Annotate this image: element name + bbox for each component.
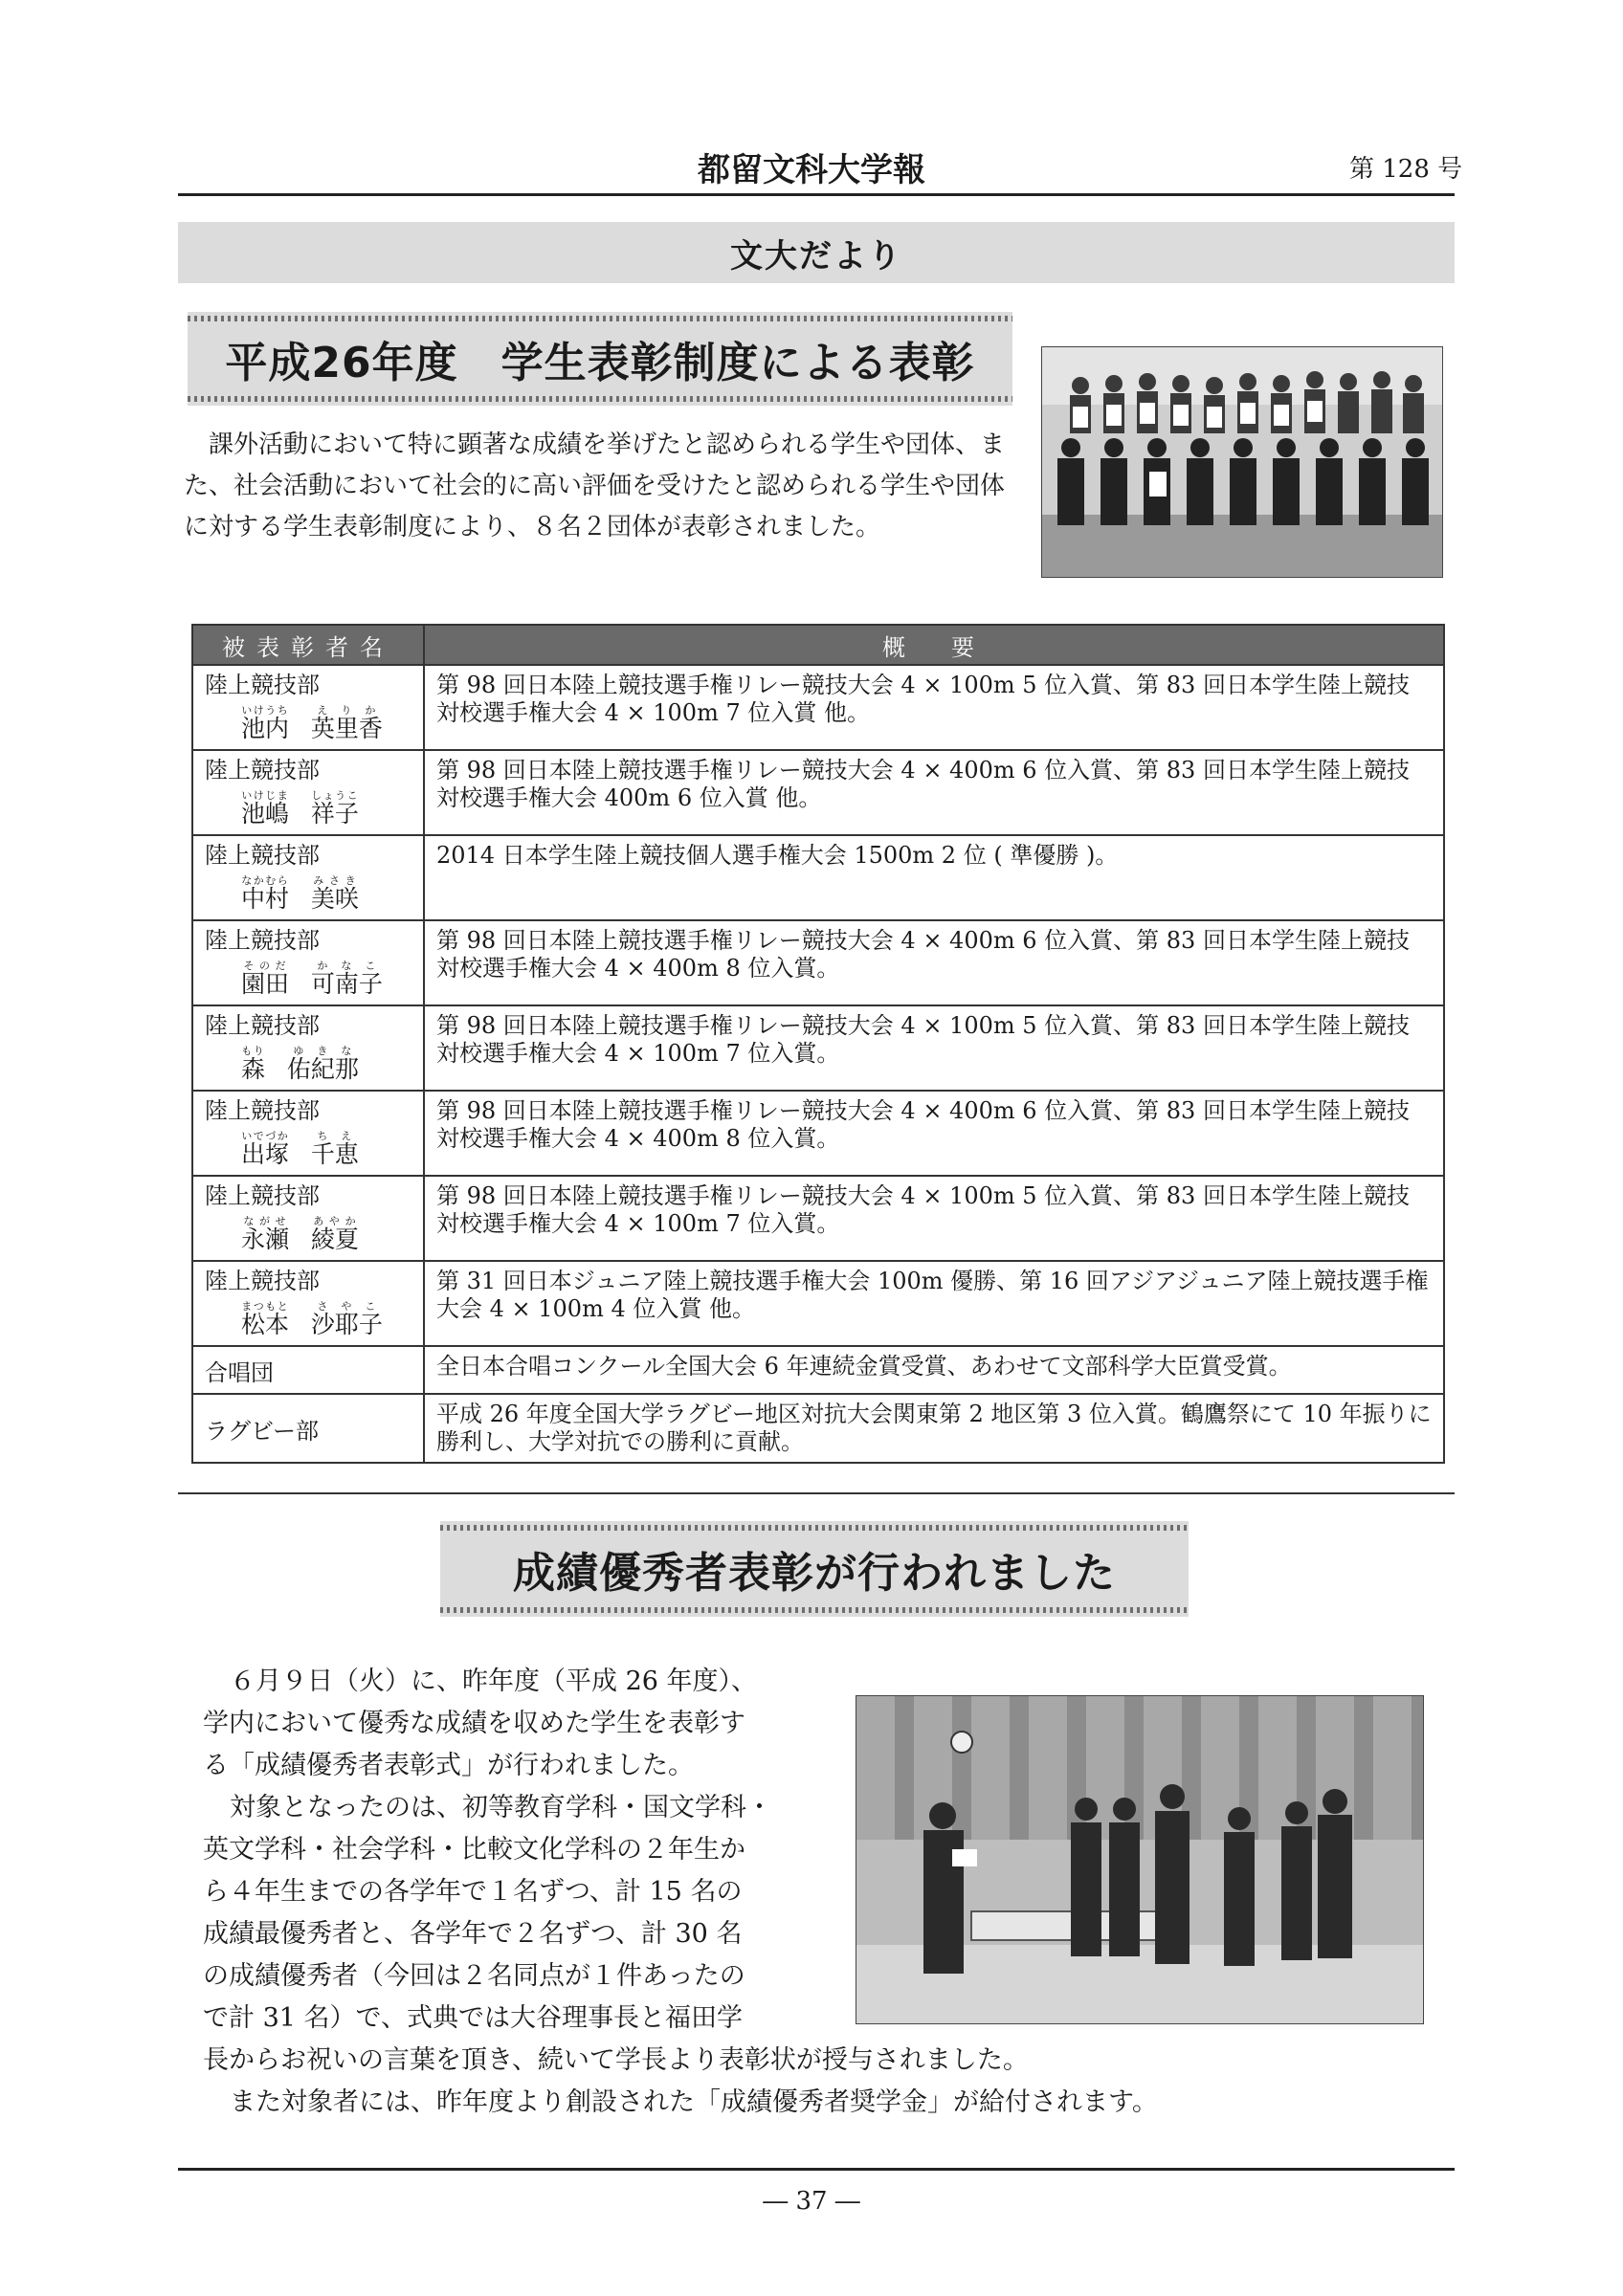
- article2-line: る「成績優秀者表彰式」が行われました。: [203, 1751, 694, 1780]
- awardee-cell: [192, 1176, 424, 1261]
- table-row: [192, 1005, 1444, 1091]
- award-summary: 第 98 回日本陸上競技選手権リレー競技大会 4 × 400m 6 位入賞、第 83 回日本学生陸上競技対校選手権大会 4 × 400m 8 位入賞。: [424, 920, 1444, 1005]
- family-name-reading: ながせ: [241, 1215, 289, 1227]
- award-summary: 2014 日本学生陸上競技個人選手権大会 1500m 2 位 ( 準優勝 )。: [424, 835, 1444, 920]
- article2-line: 学内において優秀な成績を収めた学生を表彰す: [203, 1709, 745, 1738]
- given-name: 美咲みさき: [310, 874, 359, 913]
- article2-line: また対象者には、昨年度より創設された「成績優秀者奨学金」が給付されます。: [230, 2087, 1158, 2117]
- article2-line: の成績優秀者（今回は２名同点が１件あったの: [203, 1961, 745, 1991]
- family-name: 園田そのだ: [241, 960, 290, 998]
- ceremony-photo-image: [856, 1696, 1423, 2023]
- issue-number: 第 128 号: [1349, 155, 1463, 184]
- awardee-name: [241, 1045, 411, 1082]
- page-number: ― 37 ―: [763, 2187, 860, 2216]
- article2-line: ６月９日（火）に、昨年度（平成 26 年度）、: [230, 1667, 758, 1696]
- award-summary: 全日本合唱コンクール全国大会 6 年連続金賞受賞、あわせて文部科学大臣賞受賞。: [424, 1346, 1444, 1394]
- given-name: 沙耶子さやこ: [310, 1300, 383, 1338]
- award-summary: 第 98 回日本陸上競技選手権リレー競技大会 4 × 400m 6 位入賞、第 83 回日本学生陸上競技対校選手権大会 4 × 400m 8 位入賞。: [424, 1091, 1444, 1176]
- article2-title: 成績優秀者表彰が行われました: [513, 1549, 1116, 1598]
- decorative-border-bottom: [440, 1607, 1189, 1613]
- given-name-reading: あやか: [310, 1215, 359, 1227]
- award-summary: 第 31 回日本ジュニア陸上競技選手権大会 100m 優勝、第 16 回アジアジュニア陸上競技選手権大会 4 × 100m 4 位入賞 他。: [424, 1261, 1444, 1346]
- family-name-reading: いでづか: [241, 1130, 290, 1142]
- article2-line: 長からお祝いの言葉を頂き、続いて学長より表彰状が授与されました。: [203, 2045, 1029, 2075]
- given-name-reading: ちえ: [310, 1130, 359, 1142]
- article2-line: ら４年生までの各学年で１名ずつ、計 15 名の: [203, 1877, 743, 1907]
- club-name: 陸上競技部: [205, 1097, 320, 1124]
- awardee-cell: [192, 665, 424, 750]
- group-photo-image: [1042, 347, 1442, 577]
- club-name: 陸上競技部: [205, 927, 320, 954]
- family-name: 松本まつもと: [241, 1300, 290, 1338]
- article1-title-band: [188, 312, 1012, 406]
- given-name: 英里香えりか: [310, 704, 383, 742]
- club-name: 陸上競技部: [205, 1182, 320, 1209]
- family-name: 永瀬ながせ: [241, 1215, 290, 1253]
- awardee-cell: [192, 750, 424, 835]
- section-title: 文大だより: [178, 222, 1455, 283]
- decorative-border-top: [440, 1525, 1189, 1531]
- given-name-reading: しょうこ: [310, 789, 359, 802]
- header-rule: [178, 193, 1455, 196]
- family-name: 出塚いでづか: [241, 1130, 290, 1168]
- table-row: [192, 665, 1444, 750]
- awards-table: [191, 624, 1445, 1464]
- award-summary: 第 98 回日本陸上競技選手権リレー競技大会 4 × 100m 5 位入賞、第 83 回日本学生陸上競技対校選手権大会 4 × 100m 7 位入賞。: [424, 1005, 1444, 1091]
- club-name: 陸上競技部: [205, 757, 320, 784]
- section-divider: [178, 1492, 1455, 1494]
- family-name: 森もり: [241, 1045, 266, 1083]
- group-name: 合唱団: [192, 1346, 424, 1394]
- table-row: [192, 1394, 1444, 1463]
- awardee-cell: [192, 1091, 424, 1176]
- awardee-cell: [192, 835, 424, 920]
- table-header-name: 被表彰者名: [192, 625, 424, 665]
- family-name-reading: もり: [241, 1045, 266, 1057]
- award-summary: 平成 26 年度全国大学ラグビー地区対抗大会関東第 2 地区第 3 位入賞。鶴鷹祭にて 10 年振りに勝利し、大学対抗での勝利に貢献。: [424, 1394, 1444, 1463]
- awardee-cell: [192, 1005, 424, 1091]
- table-row: [192, 1091, 1444, 1176]
- group-name: ラグビー部: [192, 1394, 424, 1463]
- award-summary: 第 98 回日本陸上競技選手権リレー競技大会 4 × 100m 5 位入賞、第 83 回日本学生陸上競技対校選手権大会 4 × 100m 7 位入賞。: [424, 1176, 1444, 1261]
- given-name-reading: さやこ: [310, 1300, 383, 1313]
- family-name: 中村なかむら: [241, 874, 290, 913]
- table-row: [192, 1346, 1444, 1394]
- award-summary: 第 98 回日本陸上競技選手権リレー競技大会 4 × 100m 5 位入賞、第 83 回日本学生陸上競技対校選手権大会 4 × 100m 7 位入賞 他。: [424, 665, 1444, 750]
- journal-title: 都留文科大学報: [698, 151, 925, 189]
- club-name: 陸上競技部: [205, 1268, 320, 1294]
- awardee-name: [241, 789, 411, 827]
- decorative-border-bottom: [188, 396, 1012, 402]
- family-name-reading: そのだ: [241, 960, 289, 972]
- family-name-reading: いけじま: [241, 789, 290, 802]
- awardee-name: [241, 704, 411, 741]
- given-name-reading: みさき: [310, 874, 359, 887]
- article2-line: 成績最優秀者と、各学年で２名ずつ、計 30 名: [203, 1919, 743, 1949]
- given-name: 可南子かなこ: [310, 960, 383, 998]
- club-name: 陸上競技部: [205, 1012, 320, 1039]
- article2-line: で計 31 名）で、式典では大谷理事長と福田学: [203, 2003, 743, 2033]
- family-name-reading: なかむら: [241, 874, 290, 887]
- awardee-name: [241, 1215, 411, 1252]
- footer-rule: [178, 2168, 1455, 2171]
- awardee-name: [241, 1300, 411, 1337]
- awardee-name: [241, 1130, 411, 1167]
- given-name: 綾夏あやか: [310, 1215, 359, 1253]
- article2-line: 対象となったのは、初等教育学科・国文学科・: [230, 1793, 772, 1822]
- table-row: [192, 1261, 1444, 1346]
- given-name-reading: かなこ: [310, 960, 383, 972]
- ceremony-photo: [856, 1695, 1424, 2024]
- article2-title-band: [440, 1521, 1189, 1617]
- awardee-cell: [192, 1261, 424, 1346]
- award-group-photo: [1041, 346, 1443, 578]
- awardee-name: [241, 960, 411, 997]
- club-name: 陸上競技部: [205, 672, 320, 698]
- family-name: 池内いけうち: [241, 704, 290, 742]
- award-summary: 第 98 回日本陸上競技選手権リレー競技大会 4 × 400m 6 位入賞、第 83 回日本学生陸上競技対校選手権大会 400m 6 位入賞 他。: [424, 750, 1444, 835]
- table-row: [192, 920, 1444, 1005]
- family-name-reading: まつもと: [241, 1300, 290, 1313]
- article2-line: 英文学科・社会学科・比較文化学科の２年生か: [203, 1835, 745, 1865]
- table-row: [192, 750, 1444, 835]
- article1-intro: 課外活動において特に顕著な成績を挙げたと認められる学生や団体、また、社会活動において社会的に高い評価を受けたと認められる学生や団体に対する学生表彰制度により、８名２団体が表彰されました。: [184, 430, 1006, 541]
- article1-title: 平成26年度 学生表彰制度による表彰: [225, 339, 975, 387]
- decorative-border-top: [188, 316, 1012, 321]
- table-header-row: [192, 625, 1444, 665]
- awardee-cell: [192, 920, 424, 1005]
- club-name: 陸上競技部: [205, 842, 320, 869]
- table-row: [192, 835, 1444, 920]
- given-name-reading: ゆきな: [286, 1045, 359, 1057]
- given-name: 佑紀那ゆきな: [286, 1045, 359, 1083]
- given-name: 祥子しょうこ: [310, 789, 359, 828]
- awardee-name: [241, 874, 411, 912]
- given-name: 千恵ちえ: [310, 1130, 359, 1168]
- family-name: 池嶋いけじま: [241, 789, 290, 828]
- family-name-reading: いけうち: [241, 704, 290, 717]
- table-row: [192, 1176, 1444, 1261]
- table-header-summary: 概 要: [424, 625, 1444, 665]
- given-name-reading: えりか: [310, 704, 383, 717]
